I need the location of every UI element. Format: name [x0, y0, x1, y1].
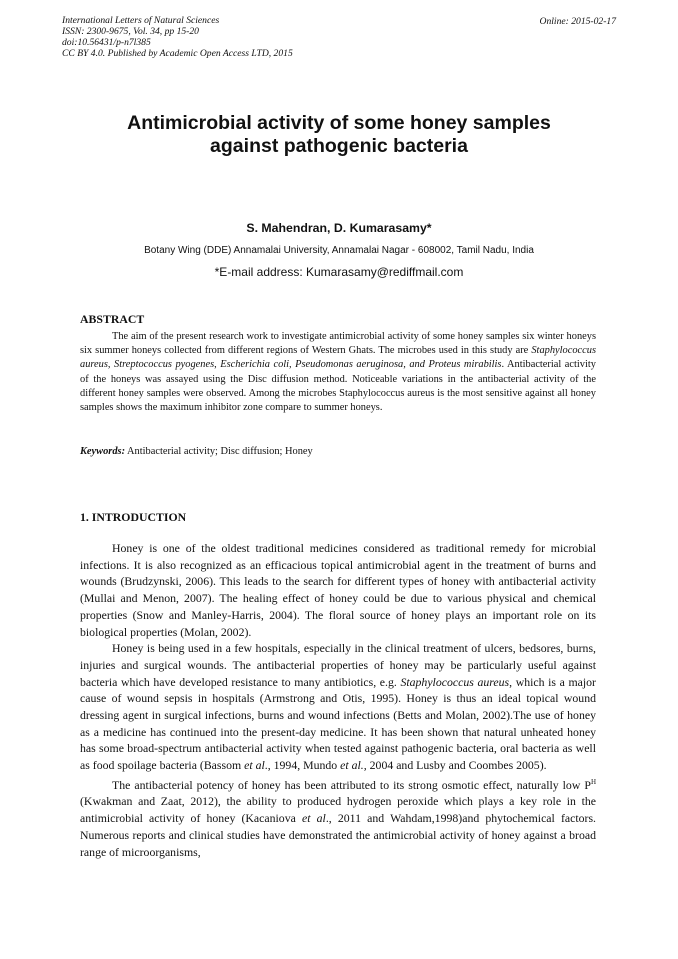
authors: S. Mahendran, D. Kumarasamy*	[246, 221, 432, 235]
intro-paragraph-2: Honey is being used in a few hospitals, especially in the clinical treatment of ulcers, bedsores, burns, injuries and surgical wounds. The antibacterial properties of honey may be particularly useful against bacteria which have developed resistance to many antibiotics, e.g. Staphylococcus aureus, which is a major cause of wound sepsis in hospitals (Armstrong and Otis, 1995). Honey is thus an ideal topical wound dressing agent in surgical infections, burns and wound infections (Betts and Molan, 2002).The use of honey as a medicine has continued into the present-day medicine. It has been shown that natural unheated honey has some broad-spectrum antibacterial activity when tested against pathogenic bacteria, oral bacteria as well as food spoilage bacteria (Bassom et al., 1994, Mundo et al., 2004 and Lusby and Coombes 2005).	[80, 641, 596, 773]
title-line-2: against pathogenic bacteria	[210, 135, 468, 157]
affiliation: Botany Wing (DDE) Annamalai University, Annamalai Nagar - 608002, Tamil Nadu, India	[144, 245, 534, 256]
issn: ISSN: 2300-9675, Vol. 34, pp 15-20	[62, 26, 199, 37]
keywords-text: Antibacterial activity; Disc diffusion; Honey	[125, 446, 313, 457]
keywords	[80, 446, 313, 457]
paper-title	[0, 112, 678, 158]
doi: doi:10.56431/p-n7l385	[62, 37, 151, 48]
intro-paragraph-1: Honey is one of the oldest traditional medicines considered as traditional remedy for microbial infections. It is also recognized as an efficacious topical antimicrobial agent in the treatment of burns and wounds (Brudzynski, 2006). This leads to the search for different types of honey with antibacterial activity (Mullai and Menon, 2007). The healing effect of honey could be due to various physical and chemical properties (Snow and Manley-Harris, 2004). The floral source of honey plays an important role on its biological properties (Molan, 2002).	[80, 541, 596, 639]
species-list-b: Escherichia coli, Pseudomonas aeruginosa, and Proteus mirabilis	[220, 359, 502, 371]
email: *E-mail address: Kumarasamy@rediffmail.com	[214, 265, 464, 279]
introduction-heading: 1. INTRODUCTION	[80, 510, 187, 524]
abstract-heading: ABSTRACT	[80, 312, 145, 326]
online-date: Online: 2015-02-17	[539, 16, 616, 27]
license: CC BY 4.0. Published by Academic Open Access LTD, 2015	[62, 48, 293, 59]
title-line-1: Antimicrobial activity of some honey samples	[127, 112, 551, 134]
intro-paragraph-3: The antibacterial potency of honey has been attributed to its strong osmotic effect, naturally low $P^H$ (Kwakman and Zaat, 2012), the ability to produced hydrogen peroxide which plays a key role in the antimicrobial activity of honey (Kacaniova et al., 2011 and Wahdam,1998)and phytochemical factors. Numerous reports and clinical studies have demonstrated the antimicrobial activity of honey against a broad range of microorganisms,	[80, 777, 596, 859]
journal-name: International Letters of Natural Sciences	[62, 15, 220, 26]
abstract-text: The aim of the present research work to investigate antimicrobial activity of some honey samples six winter honeys six summer honeys collected from different regions of Western Ghats. The microbes used in this study are Staphylococcus aureus, Streptococcus pyogenes, Escherichia coli, Pseudomonas aeruginosa, and Proteus mirabilis. Antibacterial activity of the honeys was assayed using the Disc diffusion method. Noticeable variations in the antibacterial activity of the different honey samples were observed. Among the microbes Staphylococcus aureus is the most sensitive against all honey samples shows the maximum inhibitor zone compare to summer honeys.	[80, 331, 596, 414]
introduction-body	[80, 540, 596, 860]
keywords-label: Keywords:	[80, 446, 126, 457]
species-list-a: Staphylococcus aureus, Streptococcus pyogenes	[80, 345, 596, 371]
